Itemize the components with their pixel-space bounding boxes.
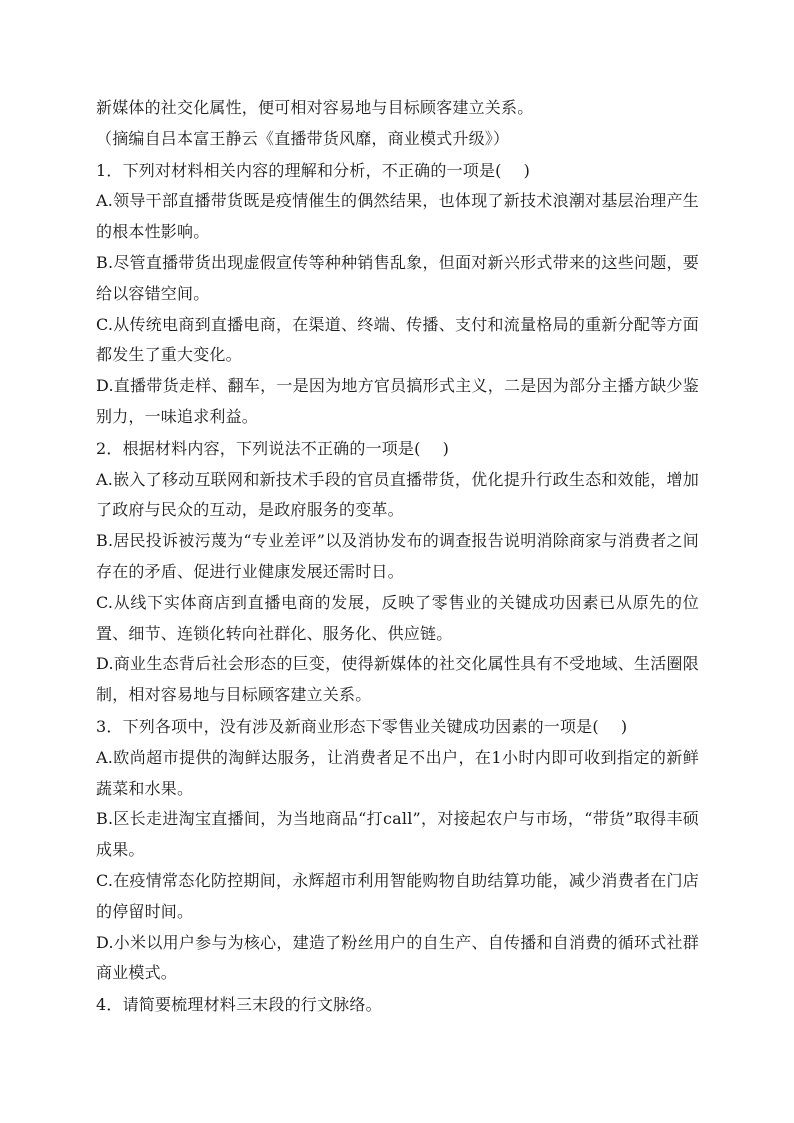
- question-1-option-a: A.领导干部直播带货既是疫情催生的偶然结果，也体现了新技术浪潮对基层治理产生的根本性影响。: [96, 191, 699, 242]
- question-1-option-c: C.从传统电商到直播电商，在渠道、终端、传播、支付和流量格局的重新分配等方面都发生了重大变化。: [96, 314, 699, 365]
- question-3-option-a: A.欧尚超市提供的淘鲜达服务，让消费者足不出户，在1小时内即可收到指定的新鲜蔬菜和水果。: [96, 747, 699, 798]
- passage-source: （摘编自吕本富王静云《直播带货风靡，商业模式升级》）: [96, 128, 510, 148]
- question-2-stem: 2．根据材料内容，下列说法不正确的一项是( ): [96, 438, 450, 458]
- question-1-option-d: D.直播带货走样、翻车，一是因为地方官员搞形式主义，二是因为部分主播方缺少鉴别力，一味追求利益。: [96, 376, 699, 426]
- question-2-option-c: C.从线下实体商店到直播电商的发展，反映了零售业的关键成功因素已从原先的位置、细节、连锁化转向社群化、服务化、供应链。: [96, 592, 699, 643]
- document-page: [96, 93, 699, 1021]
- question-3-option-b: B.区长走进淘宝直播间，为当地商品“打call”，对接起农户与市场，“带货”取得丰硕成果。: [96, 809, 699, 860]
- question-2-option-a: A.嵌入了移动互联网和新技术手段的官员直播带货，优化提升行政生态和效能，增加了政府与民众的互动，是政府服务的变革。: [96, 469, 699, 520]
- question-3-stem: 3．下列各项中，没有涉及新商业形态下零售业关键成功因素的一项是( ): [96, 716, 628, 736]
- question-1-stem: 1．下列对材料相关内容的理解和分析，不正确的一项是( ): [96, 160, 531, 180]
- question-1-option-b: B.尽管直播带货出现虚假宣传等种种销售乱象，但面对新兴形式带来的这些问题，要给以容错空间。: [96, 252, 699, 303]
- question-3-option-d: D.小米以用户参与为核心，建造了粉丝用户的自生产、自传播和自消费的循环式社群商业模式。: [96, 932, 699, 983]
- passage-continuation: 新媒体的社交化属性，便可相对容易地与目标顾客建立关系。: [96, 98, 534, 117]
- question-3-option-c: C.在疫情常态化防控期间，永辉超市利用智能购物自助结算功能，减少消费者在门店的停留时间。: [96, 870, 699, 921]
- question-4-stem: 4．请简要梳理材料三末段的行文脉络。: [96, 995, 382, 1015]
- question-2-option-b: B.居民投诉被污蔑为“专业差评”以及消协发布的调查报告说明消除商家与消费者之间存在的矛盾、促进行业健康发展还需时日。: [96, 531, 699, 581]
- question-2-option-d: D.商业生态背后社会形态的巨变，使得新媒体的社交化属性具有不受地域、生活圈限制，相对容易地与目标顾客建立关系。: [96, 654, 699, 705]
